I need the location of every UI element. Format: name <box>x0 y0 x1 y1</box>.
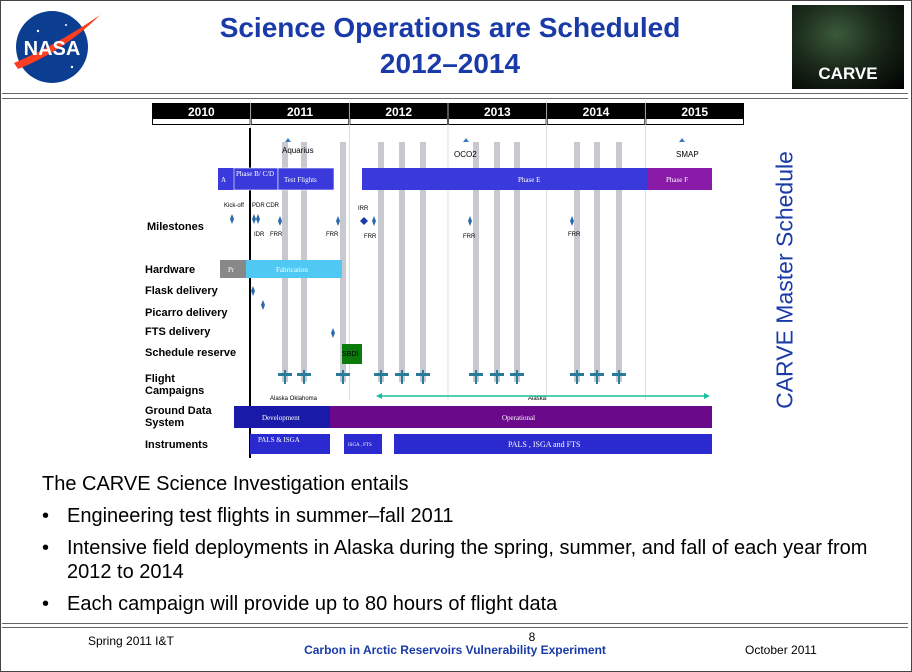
gds-development-label: Development <box>262 414 300 422</box>
side-title: CARVE Master Schedule <box>771 151 798 409</box>
bullet-item: • Intensive field deployments in Alaska during the spring, summer, and fall of each year from 2012 to 2014 <box>42 536 882 584</box>
bullet-item: • Each campaign will provide up to 80 hours of flight data <box>42 592 882 616</box>
milestone-frr-4: FRR <box>463 234 476 240</box>
milestone-irr: IRR <box>358 206 369 212</box>
aquarius-marker-icon <box>285 138 291 142</box>
carve-badge <box>792 5 904 89</box>
row-label-ground-data-system: Ground Data System <box>145 405 212 429</box>
month-strip-2014 <box>548 119 645 124</box>
mission-oco2: OCO2 <box>454 150 477 159</box>
hardware-fabrication-label: Fabrication <box>276 266 308 274</box>
milestone-pdr: PDR <box>252 203 265 209</box>
phase-a-label: A <box>221 176 227 184</box>
hardware-pr-label: Pr <box>228 266 235 274</box>
row-label-picarro-delivery: Picarro delivery <box>145 307 228 319</box>
instrument-isga-fts-label: ISGA , FTS <box>348 443 372 448</box>
row-label-milestones: Milestones <box>147 221 204 233</box>
page-number: 8 <box>528 630 536 644</box>
month-strip-2012 <box>350 119 447 124</box>
master-schedule-chart <box>140 100 760 460</box>
schedule-reserve-label: SBDI <box>342 351 359 358</box>
phase-bcd-label: Phase B/ C/D <box>236 170 275 178</box>
milestone-frr-1: FRR <box>270 232 283 238</box>
footer-center: Carbon in Arctic Reservoirs Vulnerability Experiment <box>304 643 606 657</box>
milestone-idr: IDR <box>254 232 265 238</box>
row-label-hardware: Hardware <box>145 264 196 276</box>
year-label-2011: 2011 <box>286 105 314 119</box>
milestone-frr-5: FRR <box>568 232 581 238</box>
body-text <box>42 472 882 624</box>
year-label-2010: 2010 <box>187 105 215 119</box>
bullet-list <box>42 504 882 616</box>
year-label-2012: 2012 <box>385 105 413 119</box>
year-label-2013: 2013 <box>483 105 511 119</box>
row-label-schedule-reserve: Schedule reserve <box>145 347 237 359</box>
milestone-frr-3: FRR <box>364 234 377 240</box>
month-strip-2013 <box>449 119 546 124</box>
slide-title <box>150 10 750 82</box>
row-label-instruments: Instruments <box>145 439 208 451</box>
title-line-2: 2012–2014 <box>379 48 521 79</box>
year-label-2014: 2014 <box>582 105 610 119</box>
row-label-flask-delivery: Flask delivery <box>145 285 218 297</box>
mission-smap: SMAP <box>676 150 699 159</box>
footer-divider <box>2 623 908 628</box>
flight-campaign-markers <box>278 370 626 384</box>
nasa-logo <box>8 7 104 85</box>
gds-operational-label: Operational <box>502 414 536 422</box>
smap-marker-icon <box>679 138 685 142</box>
side-title-box <box>768 128 802 432</box>
test-flights-label: Test Flights <box>284 176 317 184</box>
phase-e-label: Phase E <box>518 176 541 184</box>
year-label-2015: 2015 <box>681 105 709 119</box>
mission-aquarius: Aquarius <box>282 146 314 155</box>
instrument-pals-isga-fts-label: PALS , ISGA and FTS <box>508 440 581 449</box>
oco2-marker-icon <box>463 138 469 142</box>
month-strip-2015 <box>646 119 743 124</box>
row-label-fts-delivery: FTS delivery <box>145 326 211 338</box>
footer-right: October 2011 <box>745 643 817 657</box>
nasa-logo-text: NASA <box>23 38 81 60</box>
campaign-label-alaska: Alaska <box>528 396 547 402</box>
milestone-frr-2: FRR <box>326 232 339 238</box>
phase-f-label: Phase F <box>666 176 688 184</box>
header-divider <box>2 93 908 99</box>
milestone-cdr: CDR <box>266 203 279 209</box>
title-line-1: Science Operations are Scheduled <box>219 12 681 43</box>
month-strip-2011 <box>252 119 349 124</box>
footer-left: Spring 2011 I&T <box>88 634 174 648</box>
body-lead: The CARVE Science Investigation entails <box>42 473 409 495</box>
carve-badge-label: CARVE <box>818 64 878 83</box>
campaign-label-alaska-oklahoma: Alaska Oklahoma <box>270 396 318 402</box>
delivery-markers <box>251 286 335 338</box>
month-strip-2010 <box>153 119 250 124</box>
bullet-item: • Engineering test flights in summer–fall 2011 <box>42 504 882 528</box>
row-label-flight-campaigns: Flight Campaigns <box>145 373 205 397</box>
instrument-pals-isga-label: PALS & ISGA <box>258 436 300 444</box>
milestone-kickoff: Kick-off <box>224 203 244 209</box>
phase-e-bar <box>362 168 648 190</box>
